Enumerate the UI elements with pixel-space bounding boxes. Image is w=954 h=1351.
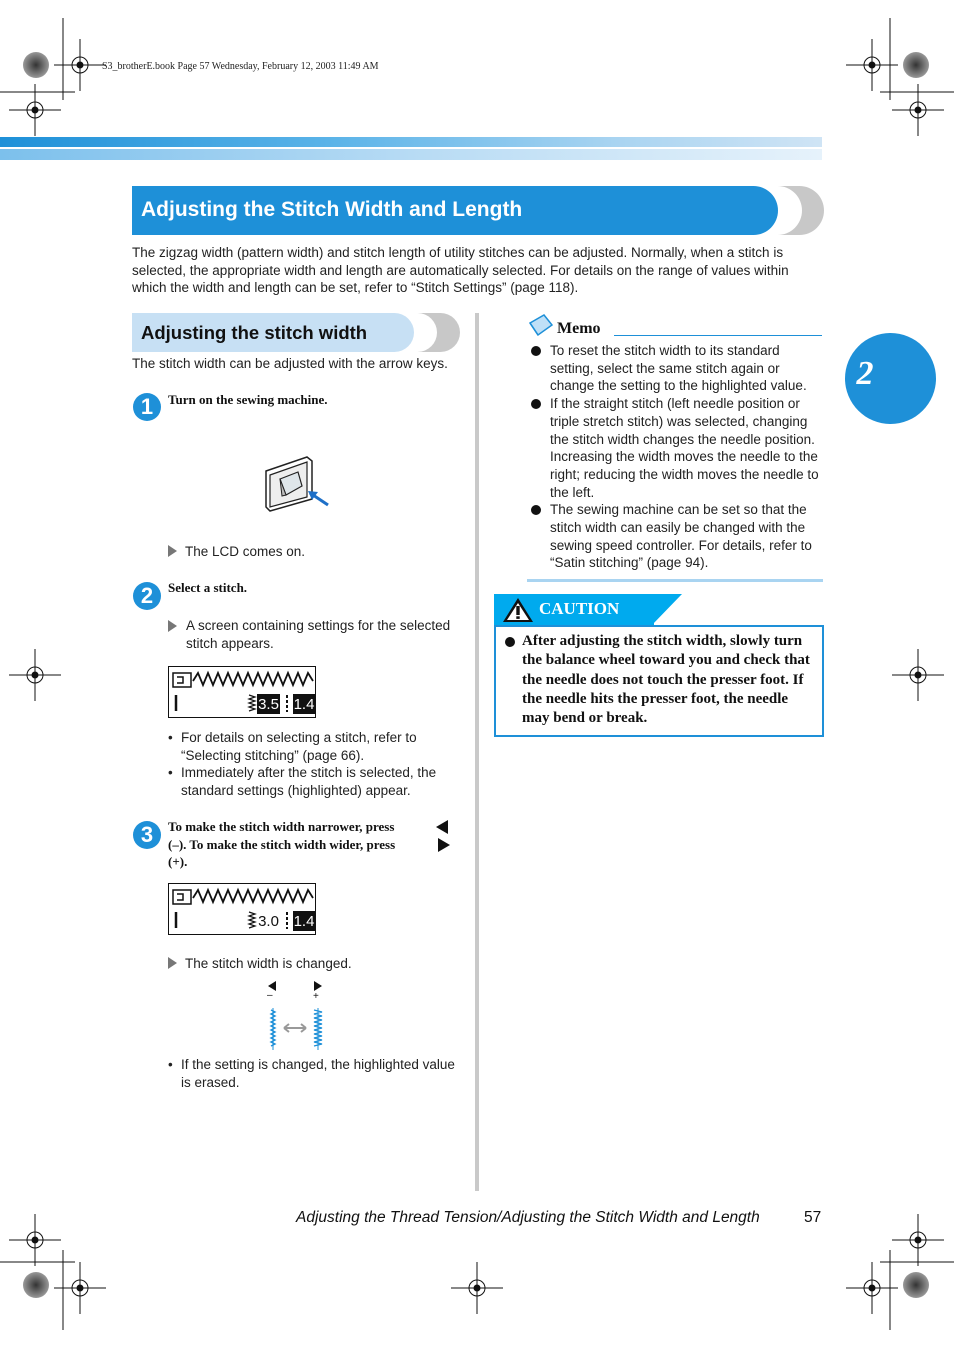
- width-arrow-icon: [284, 1024, 306, 1032]
- lcd-width-value: 3.5: [258, 696, 279, 713]
- lcd-length-value: 1.4: [293, 696, 315, 713]
- plus-label: +: [313, 991, 319, 1002]
- subsection-title: Adjusting the stitch width: [141, 322, 368, 343]
- caution-bullet: [505, 637, 515, 647]
- warning-icon: [502, 597, 534, 623]
- intro-paragraph: The zigzag width (pattern width) and stitch length of utility stitches can be adjusted. Normally, when a stitch is selected, the appropriate width and length are automatically selected. For details on the range of values within which the width and length can be set, refer to “Stitch Settings” (page 118).: [132, 245, 789, 296]
- right-arrow-icon: [314, 981, 322, 991]
- caution-header: [494, 594, 682, 625]
- right-arrow-key-icon: [436, 838, 452, 852]
- memo-list: [528, 342, 822, 572]
- stitch-width-diagram: [262, 978, 332, 1054]
- step-3-title-line-3: (+).: [168, 854, 188, 869]
- subsection-description: The stitch width can be adjusted with the arrow keys.: [132, 356, 448, 371]
- power-switch-icon: [262, 453, 332, 513]
- section-title: Adjusting the Stitch Width and Length: [141, 198, 523, 221]
- step-3-result-text: The stitch width is changed.: [185, 956, 352, 971]
- step-3-number: 3: [133, 821, 161, 849]
- chapter-number: 2: [856, 355, 874, 392]
- registration-wheel-icon: [23, 52, 49, 78]
- minus-label: –: [267, 990, 273, 1001]
- registration-wheel-icon: [903, 1272, 929, 1298]
- presser-foot-icon: [173, 890, 191, 904]
- step-2-number: 2: [133, 582, 161, 610]
- memo-bottom-rule: [527, 579, 823, 582]
- step-1-result: [168, 543, 305, 561]
- step-1-title: Turn on the sewing machine.: [168, 392, 328, 407]
- section-title-bar: [132, 186, 824, 235]
- lcd-width-value: 3.0: [258, 913, 279, 930]
- caution-text: After adjusting the stitch width, slowly turn the balance wheel toward you and check that the needle does not touch the presser foot. If the needle hits the presser foot, the needle may bend or break.: [522, 633, 810, 727]
- lcd-length-value: 1.4: [293, 913, 315, 930]
- step-3-result: [168, 955, 352, 973]
- width-icon: [249, 695, 255, 711]
- result-arrow-icon: [168, 545, 177, 557]
- step-2-notes: [168, 729, 458, 800]
- print-header-meta: S3_brotherE.book Page 57 Wednesday, February 12, 2003 11:49 AM: [102, 61, 379, 72]
- subsection-title-bar: [132, 313, 460, 352]
- memo-title: Memo: [557, 320, 601, 337]
- step-3-title: [168, 818, 463, 871]
- memo-item-1: To reset the stitch width to its standard setting, select the same stitch again or change the setting to the highlighted value.: [528, 342, 822, 395]
- memo-item-2: If the straight stitch (left needle position or triple stretch stitch) was selected, changing the stitch width changes the needle position. Increasing the width moves the needle to the right; reducing the width moves the needle to the left.: [528, 395, 822, 501]
- step-3-title-line-1: To make the stitch width narrower, press: [168, 819, 395, 834]
- step-2-note-2: • Immediately after the stitch is selected, the standard settings (highlighted) appear.: [168, 764, 458, 799]
- presser-foot-icon: [173, 673, 191, 687]
- result-arrow-icon: [168, 620, 177, 632]
- memo-title-rule: [614, 335, 822, 336]
- memo-icon: [526, 313, 554, 337]
- step-1-result-text: The LCD comes on.: [185, 544, 306, 559]
- caution-title: CAUTION: [539, 599, 620, 618]
- lcd-screen-standard: [168, 666, 316, 718]
- header-band-dark: [0, 137, 822, 147]
- header-band-light: [0, 149, 822, 160]
- registration-wheel-icon: [903, 52, 929, 78]
- step-2-result-text: A screen containing settings for the selected stitch appears.: [186, 618, 451, 651]
- step-1-number: 1: [133, 393, 161, 421]
- zigzag-stitch-icon: [193, 890, 313, 902]
- step-2-note-1: • For details on selecting a stitch, refer to “Selecting stitching” (page 66).: [168, 729, 458, 764]
- step-2-result: [168, 617, 463, 652]
- zigzag-stitch-icon: [193, 673, 313, 685]
- left-arrow-key-icon: [434, 820, 450, 834]
- step-2-title: Select a stitch.: [168, 580, 248, 595]
- step-3-title-line-2: (–). To make the stitch width wider, press: [168, 836, 396, 852]
- result-arrow-icon: [168, 957, 177, 969]
- column-divider: [475, 313, 479, 1191]
- step-3-notes: [168, 1056, 458, 1091]
- registration-wheel-icon: [23, 1272, 49, 1298]
- footer-title: Adjusting the Thread Tension/Adjusting the Stitch Width and Length: [296, 1209, 760, 1226]
- width-icon: [249, 912, 255, 928]
- lcd-screen-changed: [168, 883, 316, 935]
- step-3-note-1: • If the setting is changed, the highlighted value is erased.: [168, 1056, 458, 1091]
- page-number: 57: [804, 1209, 822, 1226]
- memo-item-3: The sewing machine can be set so that the stitch width can easily be changed with the sewing speed controller. For details, refer to “Satin stitching” (page 94).: [528, 501, 822, 572]
